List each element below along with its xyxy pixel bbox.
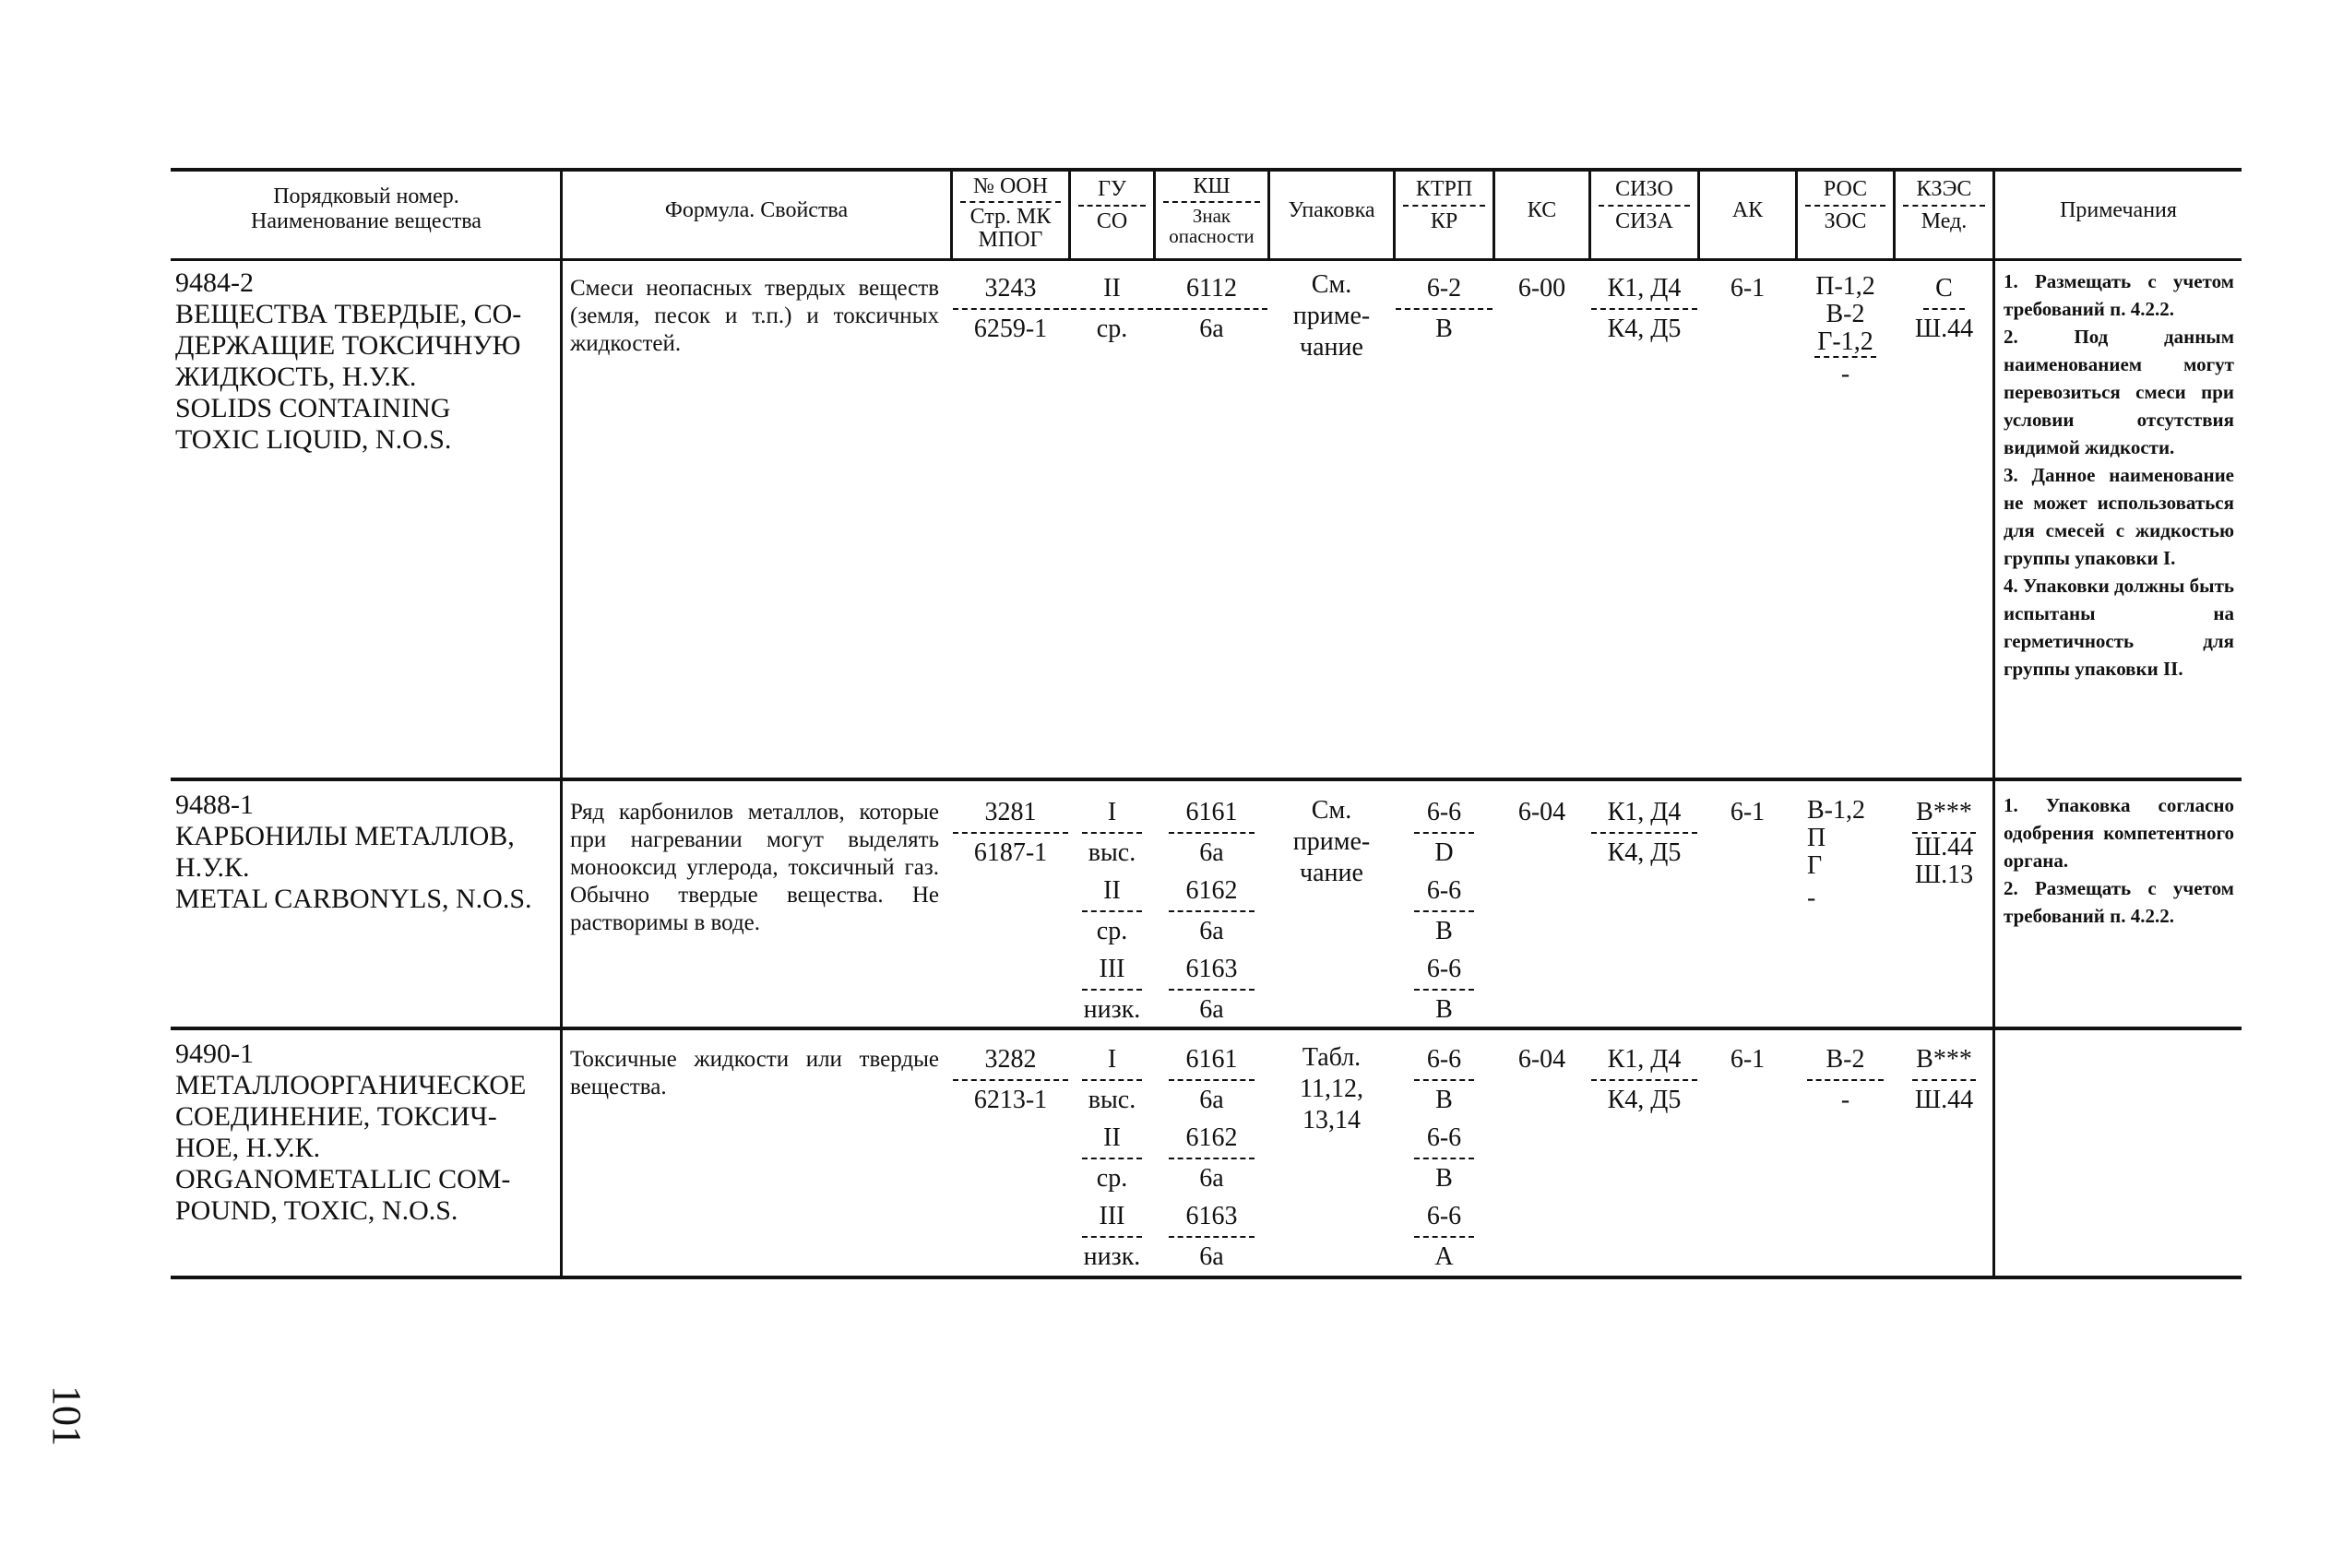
- row-1-kzes: С Ш.44: [1896, 269, 1992, 348]
- row-1-ros: П-1,2 В-2 Г-1,2 -: [1815, 272, 1875, 388]
- row-3-ktrp: 6-6 В 6-6 В 6-6 А: [1396, 1040, 1493, 1276]
- row-3-gu: I выс. II ср. III низк.: [1071, 1040, 1153, 1276]
- header-order-name: Порядковый номер. Наименование вещества: [251, 184, 482, 233]
- row-3-un: 3282 6213-1: [953, 1040, 1068, 1119]
- row-3-sizo: К1, Д4 К4, Д5: [1591, 1040, 1697, 1119]
- header-formula: Формула. Свойства: [664, 198, 849, 222]
- header-ktrp: КТРП КР: [1396, 177, 1493, 234]
- header-un-number: № ООН Стр. МК МПОГ: [953, 175, 1068, 252]
- header-packaging: Упаковка: [1288, 198, 1375, 222]
- row-2-ak: 6-1: [1730, 798, 1766, 826]
- row-3-ksh: 6161 6а 6162 6а 6163 6а: [1156, 1040, 1267, 1276]
- page-number: 101: [44, 1385, 89, 1446]
- table-bottom-rule: [171, 1276, 2242, 1279]
- row-3-ros: В-2 -: [1798, 1040, 1893, 1119]
- row-1-ksh: 6112 6а: [1156, 269, 1267, 348]
- row-2-ros: В-1,2 П Г -: [1807, 796, 1865, 912]
- row-1-ktrp: 6-2 В: [1396, 269, 1493, 348]
- row-1-sizo: К1, Д4 К4, Д5: [1591, 269, 1697, 348]
- row-2-kzes: В*** Ш.44 Ш.13: [1896, 793, 1992, 889]
- row-1-packaging: См. приме- чание: [1292, 270, 1371, 362]
- row-1-ks: 6-00: [1517, 274, 1566, 303]
- row-2-gu: I выс. II ср. III низк.: [1071, 793, 1153, 1028]
- header-ros: РОС ЗОС: [1798, 177, 1893, 234]
- row-3-kzes: В*** Ш.44: [1896, 1040, 1992, 1119]
- row-1-un: 3243 6259-1: [953, 269, 1068, 348]
- row-2-packaging: См. приме- чание: [1292, 796, 1371, 887]
- row-3-name: 9490-1 МЕТАЛЛООРГАНИЧЕСКОЕ СОЕДИНЕНИЕ, ТОКСИЧ- НОЕ, Н.У.К. ORGANOMETALLIC COM- POUND, TOXIC, N.O.S.: [175, 1039, 527, 1226]
- row-1-ak: 6-1: [1730, 274, 1766, 303]
- row-1-gu: II ср.: [1071, 269, 1153, 348]
- header-bottom-rule: [171, 258, 2242, 261]
- row-3-ak: 6-1: [1730, 1045, 1766, 1074]
- row-2-ksh: 6161 6а 6162 6а 6163 6а: [1156, 793, 1267, 1028]
- row-2-description: Ряд карбонилов металлов, которые при нагревании могут выделять монооксид углерода, токсичный газ. Обычно твердые вещества. Не растворимы в воде.: [570, 800, 939, 935]
- row-2-un: 3281 6187-1: [953, 793, 1068, 872]
- header-ksh: КШ Знак опасности: [1156, 175, 1267, 246]
- row-2-ks: 6-04: [1517, 798, 1566, 826]
- row-1-name: 9484-2 ВЕЩЕСТВА ТВЕРДЫЕ, СО- ДЕРЖАЩИЕ ТОКСИЧНУЮ ЖИДКОСТЬ, Н.У.К. SOLIDS CONTAINING TOXIC LIQUID, N.O.S.: [175, 267, 522, 455]
- row-2-ktrp: 6-6 D 6-6 В 6-6 В: [1396, 793, 1493, 1028]
- header-notes: Примечания: [2060, 198, 2177, 222]
- col-divider: [1992, 260, 1995, 1277]
- row-3-packaging: Табл. 11,12, 13,14: [1300, 1043, 1363, 1134]
- row-separator-1: [171, 778, 2242, 781]
- row-1-notes: 1. Размещать с учетом требований п. 4.2.2. 2. Под данным наименованием могут перевозиться смеси при условии отсутствия видимой жидкости. 3. Данное наименование не может использоваться для смесей с жидкостью группы упаковки I. 4. Упаковки должны быть испытаны на герметичность для группы упаковки II.: [2004, 270, 2234, 680]
- header-sizo: СИЗО СИЗА: [1591, 177, 1697, 234]
- row-3-description: Токсичные жидкости или твердые вещества.: [570, 1047, 939, 1099]
- row-1-description: Смеси неопасных твердых веществ (земля, песок и т.п.) и токсичных жидкостей.: [570, 276, 939, 356]
- row-2-name: 9488-1 КАРБОНИЛЫ МЕТАЛЛОВ, Н.У.К. METAL CARBONYLS, N.O.S.: [175, 790, 532, 914]
- header-gu: ГУ СО: [1071, 177, 1153, 234]
- row-2-notes: 1. Упаковка согласно одобрения компетентного органа. 2. Размещать с учетом требований п. 4.2.2.: [2004, 794, 2234, 927]
- header-kzes: КЗЭС Мед.: [1896, 177, 1992, 234]
- row-3-ks: 6-04: [1517, 1045, 1566, 1074]
- row-2-sizo: К1, Д4 К4, Д5: [1591, 793, 1697, 872]
- col-divider: [560, 260, 563, 1277]
- header-ak: АК: [1731, 198, 1764, 222]
- header-ks: КС: [1527, 198, 1557, 222]
- table-top-rule: [171, 168, 2242, 172]
